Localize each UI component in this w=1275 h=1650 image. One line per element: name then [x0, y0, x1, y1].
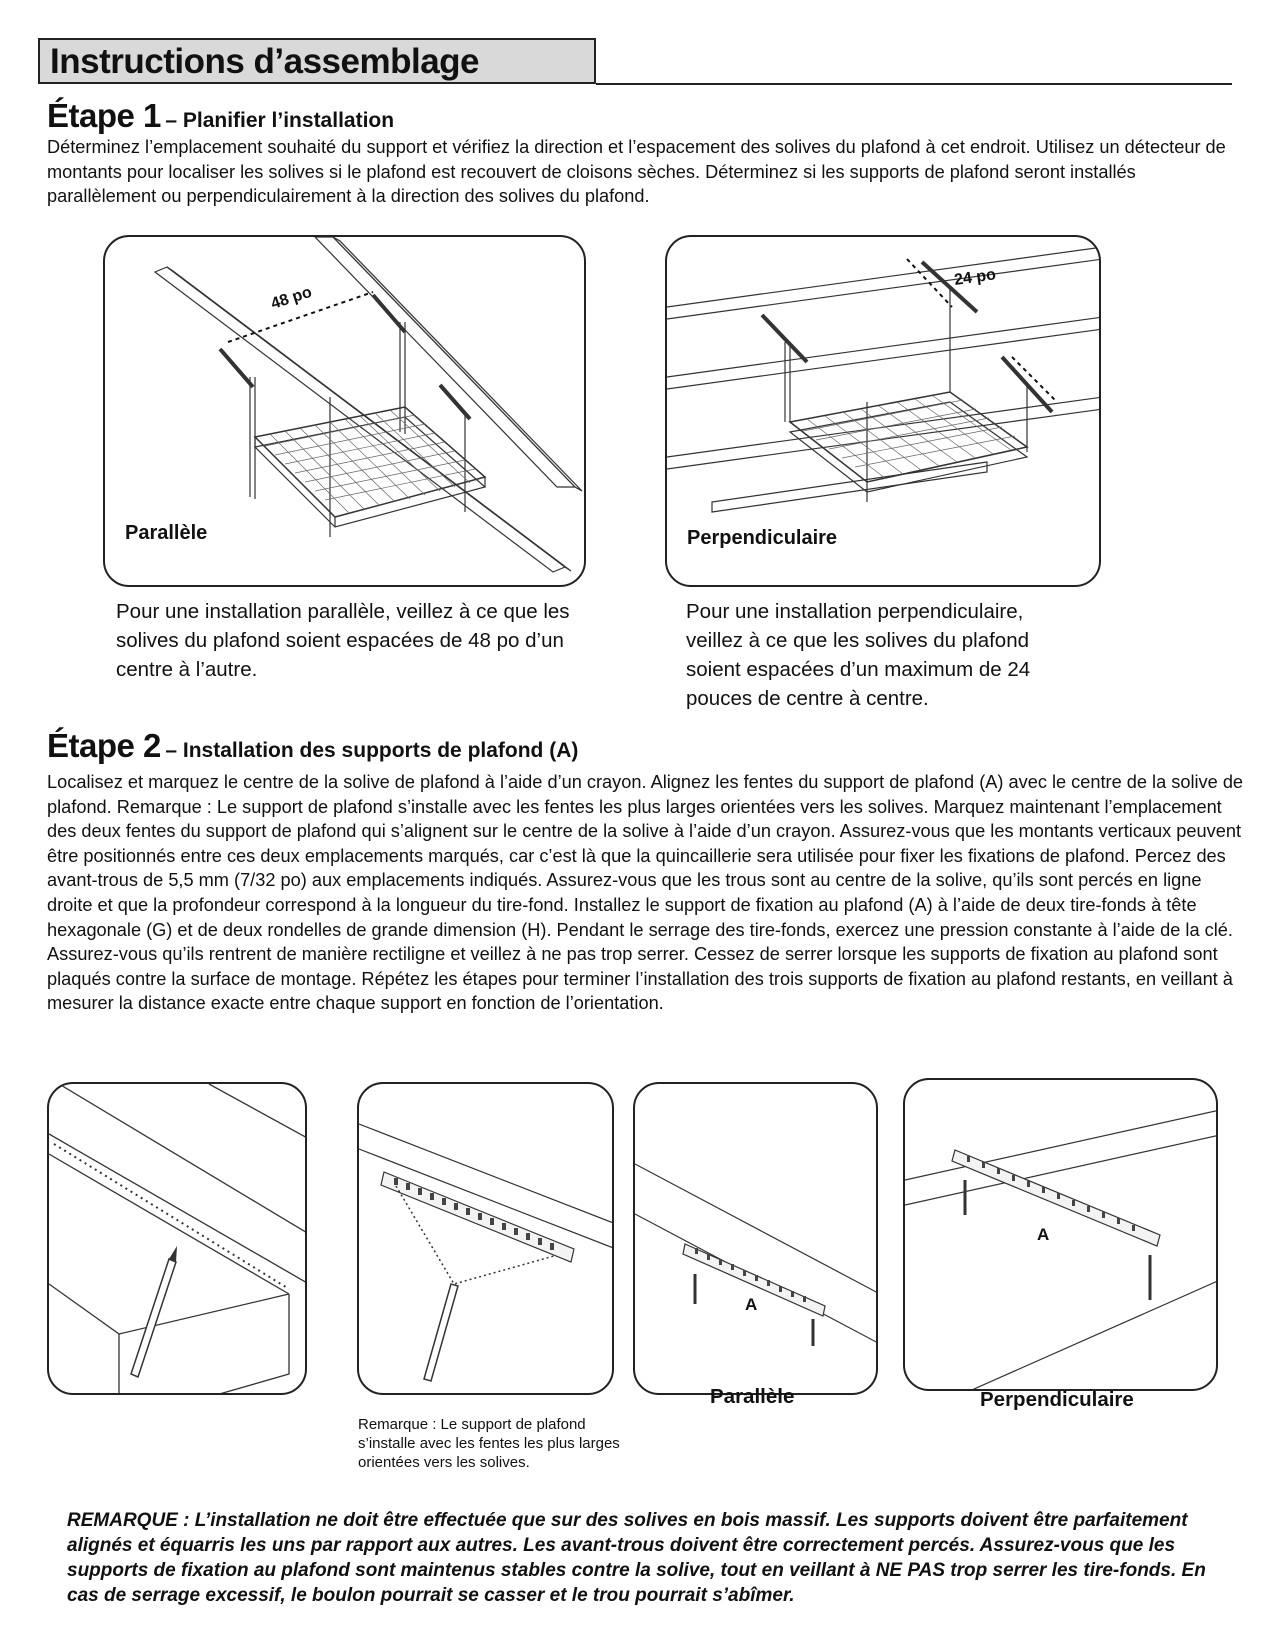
label-parallel-bottom: Parallèle [710, 1385, 795, 1408]
step1-body: Déterminez l’emplacement souhaité du support et vérifiez la direction et l’espacement des solives du plafond à cet endroit. Utilisez un détecteur de montants pour localiser les solives si le plafond est recouvert de cloisons sèches. Déterminez si les supports de plafond seront installés parallèlement ou perpendiculairement à la direction des solives du plafond. [47, 137, 1226, 207]
caption-perpendicular: Pour une installation perpendiculaire, veillez à ce que les solives du plafond soient espacées d’un maximum de 24 pouces de centre à centre. [686, 600, 1031, 710]
parallel-install-illustration [635, 1084, 878, 1395]
perpendicular-label: Perpendiculaire [687, 527, 838, 549]
step1-subtitle: – Planifier l’installation [165, 109, 395, 132]
step1-number: Étape 1 [47, 97, 161, 134]
remark-note: REMARQUE : L’installation ne doit être effectuée que sur des solives en bois massif. Les supports doivent être parfaitement alignés et équarris les uns par rapport aux autres. Les avant-trous doivent être correctement percés. Assurez-vous que les supports de fixation au plafond sont maintenus stables contre la solive, tout en veillant à NE PAS trop serrer les tire-fonds. En cas de serrage excessif, le boulon pourrait se casser et le trou pourrait s’abîmer. [67, 1510, 1206, 1606]
figure-perpendicular-install [903, 1078, 1218, 1391]
page-title: Instructions d’assemblage [50, 42, 480, 81]
step2-subtitle: – Installation des supports de plafond (A) [165, 739, 579, 762]
figure-parallel [103, 235, 586, 587]
step1-heading [47, 97, 394, 135]
figure-parallel-install [633, 1082, 878, 1395]
bracket-marking-illustration [359, 1084, 614, 1395]
part-label-a-perpendicular: A [1037, 1225, 1050, 1244]
part-label-a-parallel: A [745, 1295, 758, 1314]
header-rule [596, 83, 1232, 85]
marking-joist-illustration [49, 1084, 307, 1395]
parallel-label: Parallèle [125, 522, 208, 544]
figure-perpendicular [665, 235, 1101, 587]
perpendicular-install-illustration [905, 1080, 1218, 1391]
parallel-dimension: 48 po [268, 283, 314, 313]
step2-number: Étape 2 [47, 727, 161, 764]
section-header [38, 38, 596, 84]
perpendicular-dimension: 24 po [953, 266, 997, 289]
caption-parallel: Pour une installation parallèle, veillez à ce que les solives du plafond soient espacées de 48 po d’un centre à l’autre. [116, 600, 570, 681]
label-perpendicular-bottom: Perpendiculaire [980, 1388, 1134, 1411]
step2-heading [47, 727, 578, 765]
step2-body: Localisez et marquez le centre de la solive de plafond à l’aide d’un crayon. Alignez les fentes du support de plafond (A) avec le centre de la solive de plafond. Remarque : Le support de plafond s’installe avec les fentes les plus larges orientées vers les solives. Marquez maintenant l’emplacement des deux fentes du support de plafond qui s’alignent sur le centre de la solive à l’aide d’un crayon. Assurez-vous que les montants verticaux peuvent être positionnés entre ces deux emplacements marqués, car c’est là que la quincaillerie sera utilisée pour fixer les fixations de plafond. Percez des avant-trous de 5,5 mm (7/32 po) aux emplacements indiqués. Assurez-vous que les trous sont au centre de la solive, qu’ils sont percés en ligne droite et que la profondeur correspond à la longueur du tire-fond. Installez le support de fixation au plafond (A) à l’aide de deux tire-fonds à tête hexagonale (G) et de deux rondelles de grande dimension (H). Pendant le serrage des tire-fonds, exercez une pression constante à l’aide de la clé. Assurez-vous qu’ils rentrent de manière rectiligne et veillez à ne pas trop serrer. Cessez de serrer lorsque les supports de fixation au plafond sont plaqués contre la surface de montage. Répétez les étapes pour terminer l’installation des trois supports de fixation au plafond restants, en veillant à mesurer la distance exacte entre chaque support en fonction de l’orientation. [47, 772, 1244, 1014]
figure-marking-joist [47, 1082, 307, 1395]
bracket-note: Remarque : Le support de plafond s’installe avec les fentes les plus larges orientées vers les solives. [358, 1416, 620, 1471]
figure-bracket-marking [357, 1082, 614, 1395]
